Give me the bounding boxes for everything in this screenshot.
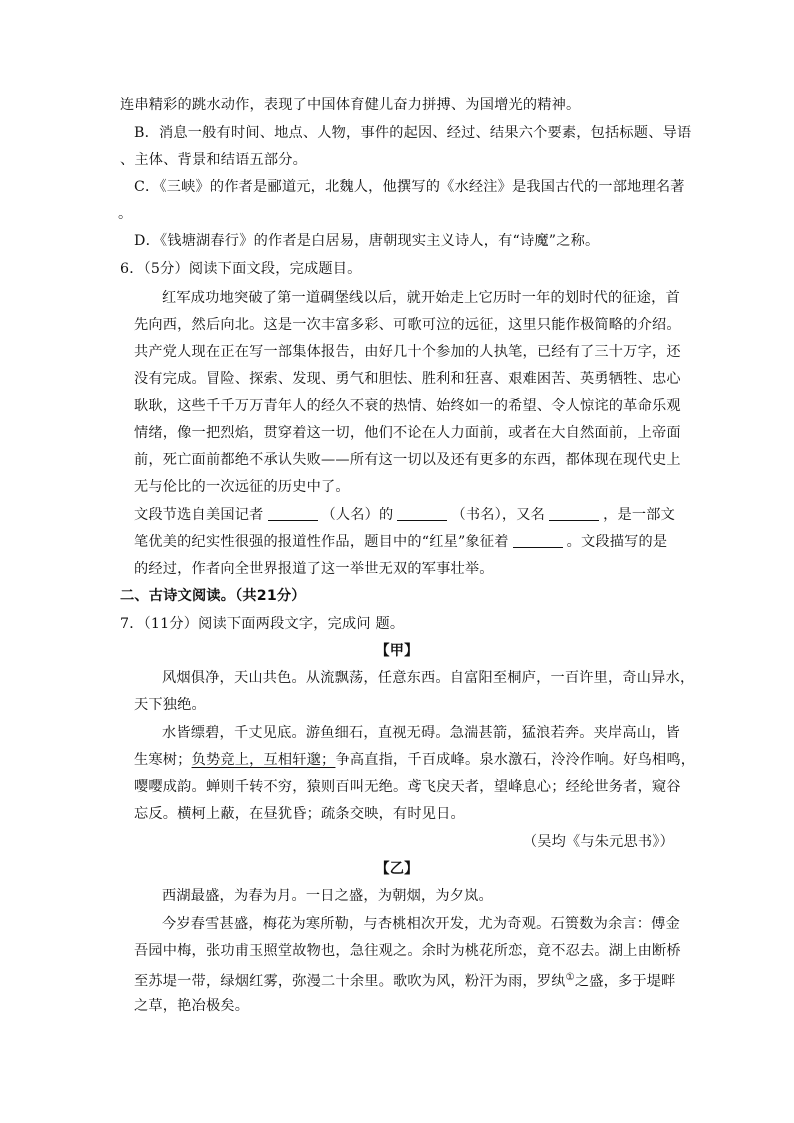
q6-passage-line: 无与伦比的一次远征的历史中了。: [134, 479, 350, 495]
yi-p2-line4: 之草，艳冶极矣。: [134, 998, 250, 1014]
q6-passage-line: 没有完成。冒险、探索、发现、勇气和胆怯、胜利和狂喜、艰难困苦、英勇牺牲、忠心: [134, 371, 681, 387]
blank-author[interactable]: [268, 506, 318, 521]
jia-p2-line4: 忘反。横柯上蔽，在昼犹昏；疏条交映，有时见日。: [134, 806, 465, 822]
q6-fill-text: 文段节选自美国记者: [134, 507, 264, 523]
q6-passage-line: 前，死亡面前都绝不承认失败——所有这一切以及还有更多的东西，都体现在现代史上: [134, 452, 681, 468]
q5-option-a-continuation: 连串精彩的跳水动作，表现了中国体育健儿奋力拼搏、为国增光的精神。: [120, 97, 581, 113]
jia-p2-line3: 嘤嘤成韵。蝉则千转不穷，猿则百叫无绝。鸢飞戾天者，望峰息心；经纶世务者，窥谷: [134, 779, 681, 795]
blank-alt-title[interactable]: [549, 506, 599, 521]
q6-fill-text: 笔优美的纪实性很强的报道性作品，题目中的“红星”象征着: [134, 534, 509, 550]
q6-passage-line: 共产党人现在正在写一部集体报告，由好几十个参加的人执笔，已经有了三十万字，还: [134, 344, 681, 360]
q6-stem: 6．（5分）阅读下面文段，完成题目。: [120, 261, 362, 277]
jia-text: 争高直指，千百成峰。泉水激石，泠泠作响。好鸟相鸣，: [335, 752, 696, 768]
yi-p2-line2: 吾园中梅，张功甫玉照堂故物也，急往观之。余时为桃花所恋，竟不忍去。湖上由断桥: [134, 943, 681, 959]
jia-p1-line2: 天下独绝。: [134, 697, 206, 713]
q6-fill-text: （书名），又名: [451, 507, 546, 523]
yi-p2-line3: [134, 968, 676, 992]
yi-text: 至苏堤一带，绿烟红雾，弥漫二十余里。歌吹为风，粉汗为雨，罗纨: [134, 973, 566, 990]
jia-p2-line2: [134, 750, 695, 770]
q6-fill-line2: [134, 532, 667, 552]
q6-fill-line3: 的经过，作者向全世界报道了这一举世无双的军事壮举。: [134, 561, 494, 577]
yi-title: 【乙】: [375, 861, 419, 877]
yi-p1: 西湖最盛，为春为月。一日之盛，为朝烟，为夕岚。: [162, 888, 493, 904]
jia-source: （吴均《与朱元思书》）: [522, 834, 674, 850]
underlined-sentence: 负势竞上，互相轩邈；: [191, 752, 336, 768]
q5-option-d: D．《钱塘湖春行》的作者是白居易，唐朝现实主义诗人，有“诗魔”之称。: [134, 233, 600, 249]
q6-fill-text: ，是一部文: [603, 507, 676, 523]
q6-passage-line: 先向西，然后向北。这是一次丰富多彩、可歌可泣的远征，这里只能作极简略的介绍。: [134, 317, 681, 333]
jia-title: 【甲】: [375, 643, 419, 659]
blank-red-star-symbol[interactable]: [513, 533, 563, 548]
q6-fill-text: 。文段描写的是: [566, 534, 668, 550]
q5-option-b-line2: 、主体、背景和结语五部分。: [120, 152, 308, 168]
yi-text: 之盛，多于堤畔: [574, 973, 676, 990]
q6-passage-line: 情绪，像一把烈焰，贯穿着这一切，他们不论在人力面前，或者在大自然面前，上帝面: [134, 425, 681, 441]
yi-p2-line1: 今岁春雪甚盛，梅花为寒所勒，与杏桃相次开发，尤为奇观。石篑数为余言：傅金: [162, 916, 680, 932]
q7-stem: 7．（11分）阅读下面两段文字，完成问 题。: [120, 616, 405, 632]
q6-passage-line: 红军成功地突破了第一道碉堡线以后，就开始走上它历时一年的划时代的征途，首: [162, 290, 680, 306]
q6-fill-text: （人名）的: [321, 507, 394, 523]
footnote-marker: ①: [565, 972, 575, 983]
q6-fill-line1: [134, 505, 675, 525]
jia-p2-line1: 水皆缥碧，千丈见底。游鱼细石，直视无碍。急湍甚箭，猛浪若奔。夹岸高山，皆: [162, 725, 680, 741]
q5-option-c-line1: C．《三峡》的作者是郦道元，北魏人，他撰写的《水经注》是我国古代的一部地理名著: [134, 179, 685, 195]
jia-p1-line1: 风烟俱净，天山共色。从流飘荡，任意东西。自富阳至桐庐，一百许里，奇山异水，: [162, 670, 695, 686]
q5-option-c-line2: 。: [118, 206, 133, 222]
q5-option-b-line1: B．消息一般有时间、地点、人物，事件的起因、经过、结果六个要素，包括标题、导语: [134, 125, 692, 141]
blank-book-title[interactable]: [397, 506, 447, 521]
jia-text: 生寒树；: [134, 752, 192, 768]
q6-passage-line: 耿耿，这些千千万万青年人的经久不衰的热情、始终如一的希望、令人惊诧的革命乐观: [134, 398, 681, 414]
section-heading: 二、古诗文阅读。（共21分）: [120, 588, 306, 604]
